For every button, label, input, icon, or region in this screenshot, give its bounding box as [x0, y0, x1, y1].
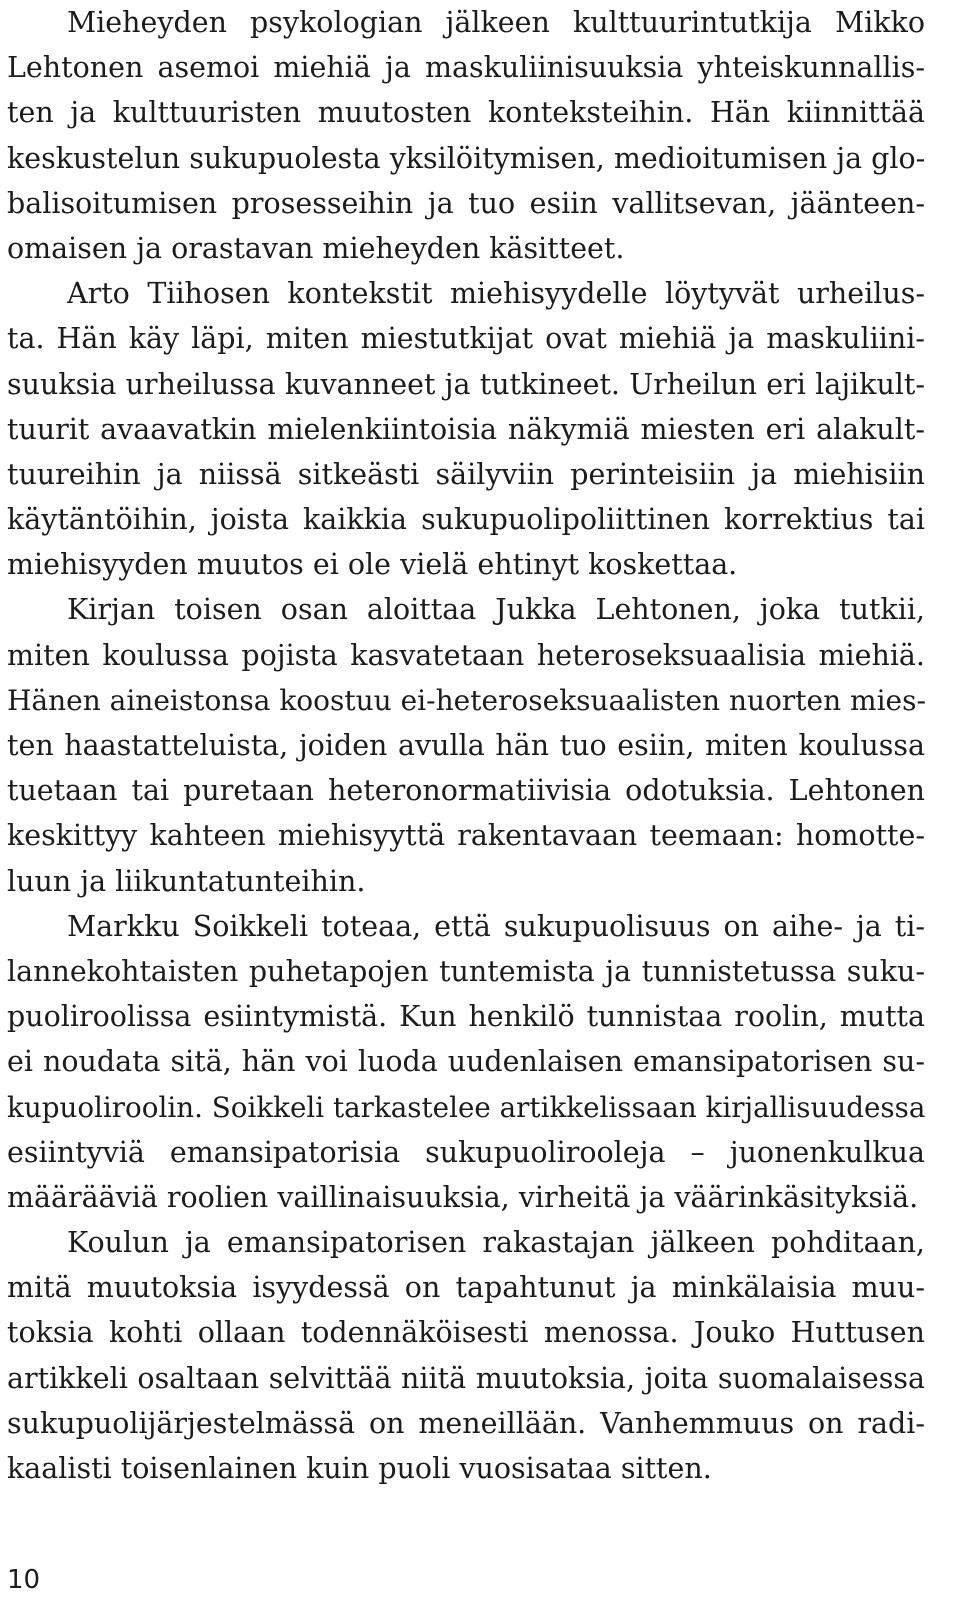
- text-line: Kirjan toisen osan aloittaa Jukka Lehtonen, joka tutkii,: [67, 593, 925, 627]
- text-line: tuureihin ja niissä sitkeästi säilyviin perinteisiin ja miehisiin: [7, 457, 925, 491]
- text-line: miehisyyden muutos ei ole vielä ehtinyt koskettaa.: [7, 548, 738, 582]
- text-line: omaisen ja orastavan mieheyden käsitteet.: [7, 231, 625, 265]
- text-line: toksia kohti ollaan todennäköisesti menossa. Jouko Huttusen: [7, 1316, 925, 1350]
- text-line: keskustelun sukupuolesta yksilöitymisen, medioitumisen ja glo-: [7, 141, 926, 175]
- text-line: ten haastatteluista, joiden avulla hän tuo esiin, miten koulussa: [7, 729, 925, 762]
- text-line: miten koulussa pojista kasvatetaan heteroseksuaalisia miehiä.: [7, 638, 925, 672]
- text-line: käytäntöihin, joista kaikkia sukupuolipoliittinen korrektius tai: [7, 503, 925, 537]
- text-line: määrääviä roolien vaillinaisuuksia, virheitä ja väärinkäsityksiä.: [7, 1180, 919, 1214]
- text-line: kaalisti toisenlainen kuin puoli vuosisataa sitten.: [7, 1452, 712, 1485]
- text-line: keskittyy kahteen miehisyyttä rakentavaan teemaan: homotte-: [7, 819, 925, 853]
- text-line: Markku Soikkeli toteaa, että sukupuolisuus on aihe- ja ti-: [67, 909, 925, 943]
- text-line: Koulun ja emansipatorisen rakastajan jälkeen pohditaan,: [67, 1226, 925, 1260]
- text-line: esiintyviä emansipatorisia sukupuolirooleja – juonenkulkua: [7, 1135, 925, 1169]
- text-line: balisoitumisen prosesseihin ja tuo esiin vallitsevan, jäänteen-: [7, 186, 925, 220]
- text-line: artikkeli osaltaan selvittää niitä muutoksia, joita suomalaisessa: [7, 1361, 925, 1395]
- text-line: Hänen aineistonsa koostuu ei-heteroseksuaalisten nuorten mies-: [7, 683, 926, 717]
- text-line: puoliroolissa esiintymistä. Kun henkilö tunnistaa roolin, mutta: [7, 1000, 925, 1034]
- text-line: tuurit avaavatkin mielenkiintoisia näkymiä miesten eri alakult-: [7, 412, 925, 446]
- text-line: lannekohtaisten puhetapojen tuntemista ja tunnistetussa suku-: [7, 954, 925, 988]
- text-line: Lehtonen asemoi miehiä ja maskuliinisuuksia yhteiskunnallis-: [7, 51, 925, 85]
- text-line: Arto Tiihosen kontekstit miehisyydelle löytyvät urheilus-: [67, 277, 925, 311]
- text-line: mitä muutoksia isyydessä on tapahtunut ja minkälaisia muu-: [7, 1271, 925, 1305]
- text-line: luun ja liikuntatunteihin.: [7, 864, 366, 898]
- text-line: ei noudata sitä, hän voi luoda uudenlaisen emansipatorisen su-: [7, 1045, 925, 1079]
- body-text: [7, 0, 925, 1491]
- text-line: suuksia urheilussa kuvanneet ja tutkineet. Urheilun eri lajikult-: [7, 367, 925, 401]
- text-line: kupuoliroolin. Soikkeli tarkastelee artikkelissaan kirjallisuudessa: [7, 1090, 926, 1124]
- text-line: sukupuolijärjestelmässä on meneillään. Vanhemmuus on radi-: [7, 1406, 925, 1440]
- text-line: tuetaan tai puretaan heteronormatiivisia odotuksia. Lehtonen: [7, 774, 925, 808]
- page-number: 10: [7, 1565, 41, 1595]
- text-line: ten ja kulttuuristen muutosten konteksteihin. Hän kiinnittää: [7, 96, 925, 130]
- text-line: Mieheyden psykologian jälkeen kulttuurintutkija Mikko: [67, 6, 925, 39]
- text-line: ta. Hän käy läpi, miten miestutkijat ovat miehiä ja maskuliini-: [7, 322, 925, 356]
